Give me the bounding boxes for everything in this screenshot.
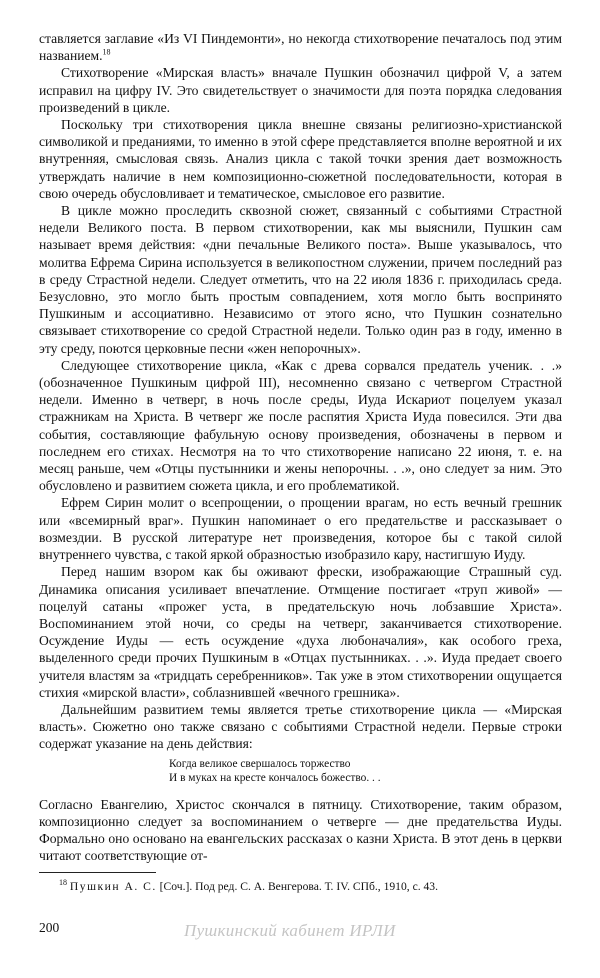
footnote-number: 18 (59, 878, 67, 888)
paragraph-4: В цикле можно проследить сквозной сюжет, связанный с событиями Страстной недели Великого поста. В первом стихотворении, как мы выяснили, Пушкин сам называет время действия: «дни печальные Великого поста». Выше указывалось, что молитва Ефрема Сирина используется в великопостном служении, причем последний раз в среду Страстной недели. Следует отметить, что на 22 июля 1836 г. приходилась среда. Безусловно, это могло быть простым совпадением, хотя могло быть воспринято Пушкиным и ассоциативно. Независимо от этого ясно, что Пушкин сознательно связывает стихотворение со средой Страстной недели. Только один раз в году, именно в эту среду, поются церковные песни «жен непорочных». (39, 203, 562, 356)
verse-line-1: Когда великое свершалось торжество (169, 757, 351, 770)
paragraph-1-text: ставляется заглавие «Из VI Пиндемонти», но некогда стихотворение печаталось под этим названием. (39, 31, 562, 64)
paragraph-2: Стихотворение «Мирская власть» вначале Пушкин обозначил цифрой V, а затем исправил на цифру IV. Это свидетельствует о значимости для поэта порядка следования произведений в цикле. (39, 65, 562, 115)
paragraph-5: Следующее стихотворение цикла, «Как с древа сорвался предатель ученик. . .» (обозначенное Пушкиным цифрой III), несомненно связано с четвергом Страстной недели. Именно в четверг, в ночь после среды, Иуда Искариот поцелуем указал стражникам на Христа. В четверг же после распятия Христа Иуда повесился. Эти два события, составляющие фабульную основу произведения, обозначены в первом и последнем его стихах. Несмотря на то что стихотворение написано 22 июня, т. е. на месяц раньше, чем «Отцы пустынники и жены непорочны. . .», оно следует за ним. Это обусловлено и развитием сюжета цикла, и его проблематикой. (39, 357, 562, 494)
paragraph-6: Ефрем Сирин молит о всепрощении, о прощении врагам, но есть вечный грешник или «всемирный враг». Пушкин напоминает о его предательстве и рассказывает о возмездии. В русской литературе нет произведения, которое бы с такой силой внутреннего чувства, с такой яркой образностью изобразило кару, настигшую Иуду. (39, 495, 562, 563)
paragraph-3: Поскольку три стихотворения цикла внешне связаны религиозно-христианской символикой и преданиями, то именно в этой сфере представляется вполне вероятной и их внутренняя, смысловая связь. Анализ цикла с такой точки зрения дает возможность утверждать наличие в нем композиционно-сюжетной последовательности, которая в свою очередь обусловливает и тематическое, смысловое его развитие. (39, 117, 562, 201)
paragraph-after-verse: Согласно Евангелию, Христос скончался в пятницу. Стихотворение, таким образом, композиционно следует за воспоминанием о четверге — дне предательства Иуды. Формально оно основано на евангельских рассказах о казни Христа. В этот день в церкви читают соответствующие от- (39, 796, 562, 864)
paragraph-7: Перед нашим взором как бы оживают фрески, изображающие Страшный суд. Динамика описания усиливает впечатление. Отмщение постигает «труп живой» — поцелуй сатаны «прожег уста, в предательскую ночь лобзавшие Христа». Воспоминанием этой ночи, со среды на четверг, заканчивается стихотворение. Осуждение Иуды — есть осуждение «духа любоначалия», как особого греха, выделенного среди прочих Пушкиным в «Отцах пустынниках. . .». Иуда предает своего учителя властям за «тридцать серебренников». Так уже в этом стихотворении ощущается стихия «мирской власти», соблазнившей «вечного грешника». (39, 564, 562, 700)
watermark-text: Пушкинский кабинет ИРЛИ (184, 921, 396, 940)
verse-line-2: И в муках на кресте кончалось божество. . . (169, 772, 381, 785)
footnote-citation: [Соч.]. Под ред. С. А. Венгерова. Т. IV. СПб., 1910, с. 43. (156, 880, 439, 894)
page-footer (39, 920, 562, 944)
footnote-ref-18[interactable]: 18 (102, 47, 111, 57)
verse-quote (169, 757, 562, 786)
paragraph-8: Дальнейшим развитием темы является третье стихотворение цикла — «Мирская власть». Сюжетно оно также связано с событиями Страстной недели. Первые строки содержат указание на день действия: (39, 701, 562, 752)
page-number: 200 (39, 920, 60, 935)
page-body (39, 30, 562, 894)
footnote-divider (39, 872, 156, 873)
footnote-author: Пушкин А. С. (69, 880, 157, 894)
footnote-18 (59, 879, 562, 894)
paragraph-1 (39, 30, 562, 64)
